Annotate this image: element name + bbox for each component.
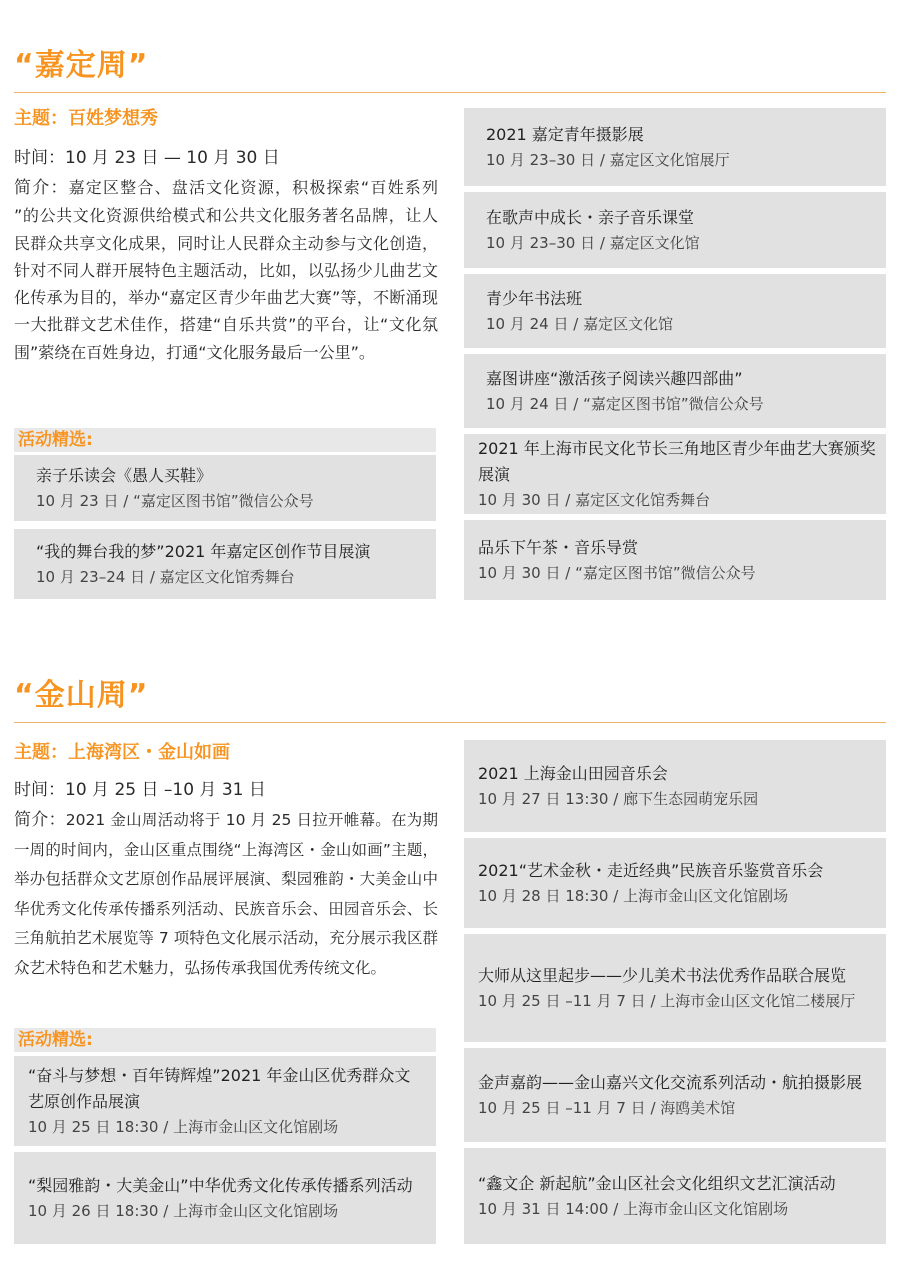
event-title: 在歌声中成长・亲子音乐课堂 [486,208,695,227]
event-card [464,274,886,348]
event-title: 青少年书法班 [486,289,583,308]
event-meta: 10 月 31 日 14:00 / 上海市金山区文化馆剧场 [478,1200,789,1218]
event-card [464,740,886,832]
event-title: “奋斗与梦想・百年铸辉煌”2021 年金山区优秀群众文艺原创作品展演 [28,1066,411,1111]
event-title: “鑫文企 新起航”金山区社会文化组织文艺汇演活动 [478,1174,836,1193]
event-card [14,455,436,521]
event-card [14,1152,436,1244]
section-title-jiading: “嘉定周” [14,48,149,83]
event-card [464,520,886,600]
intro-paragraph [14,174,438,366]
time-label: 时间： [14,148,65,168]
event-card [14,529,436,599]
theme-heading: 主题：百姓梦想秀 [14,108,158,129]
event-meta: 10 月 30 日 / “嘉定区图书馆”微信公众号 [478,564,756,582]
event-card [464,108,886,186]
event-meta: 10 月 23 日 / “嘉定区图书馆”微信公众号 [36,492,314,510]
event-title: 品乐下午茶・音乐导赏 [478,538,639,557]
time-value: 10 月 25 日 –10 月 31 日 [65,780,266,800]
event-meta: 10 月 25 日 –11 月 7 日 / 上海市金山区文化馆二楼展厅 [478,992,856,1010]
time-line [14,778,266,802]
intro-text: 嘉定区整合、盘活文化资源，积极探索“百姓系列 ”的公共文化资源供给模式和公共文化服务著名品牌，让人民群众共享文化成果，同时让人民群众主动参与文化创造，针对不同人群开展特色主题活动，比如，以弘扬少儿曲艺文化传承为目的，举办“嘉定区青少年曲艺大赛”等，不断涌现一大批群文艺术佳作，搭建“自乐共赏”的平台，让“文化氛围”萦绕在百姓身边，打通“文化服务最后一公里”。 [14,178,438,362]
event-title: 大师从这里起步——少儿美术书法优秀作品联合展览 [478,966,847,985]
section-title-jinshan: “金山周” [14,678,149,713]
section-divider [14,722,886,723]
event-title: 2021 上海金山田园音乐会 [478,764,668,783]
event-title: “我的舞台我的梦”2021 年嘉定区创作节目展演 [36,542,371,561]
event-meta: 10 月 25 日 –11 月 7 日 / 海鸥美术馆 [478,1099,736,1117]
event-card [464,934,886,1042]
event-meta: 10 月 23–30 日 / 嘉定区文化馆 [486,234,700,252]
event-meta: 10 月 24 日 / 嘉定区文化馆 [486,315,674,333]
event-meta: 10 月 26 日 18:30 / 上海市金山区文化馆剧场 [28,1202,339,1220]
event-title: 嘉图讲座“激活孩子阅读兴趣四部曲” [486,369,743,388]
event-title: 金声嘉韵——金山嘉兴文化交流系列活动・航拍摄影展 [478,1073,863,1092]
event-title: 亲子乐读会《愚人买鞋》 [36,466,213,485]
time-label: 时间： [14,780,65,800]
intro-label: 简介： [14,810,66,830]
event-card [464,354,886,428]
intro-text: 2021 金山周活动将于 10 月 25 日拉开帷幕。在为期一周的时间内，金山区重点围绕“上海湾区・金山如画”主题，举办包括群众文艺原创作品展评展演、梨园雅韵・大美金山中华优秀文化传承传播系列活动、民族音乐会、田园音乐会、长三角航拍艺术展览等 7 项特色文化展示活动，充分展示我区群众艺术特色和艺术魅力，弘扬传承我国优秀传统文化。 [14,811,439,977]
event-card [14,1056,436,1146]
event-title: 2021 年上海市民文化节长三角地区青少年曲艺大赛颁奖展演 [478,439,876,484]
event-meta: 10 月 27 日 13:30 / 廊下生态园萌宠乐园 [478,790,759,808]
theme-heading: 主题：上海湾区・金山如画 [14,742,230,763]
event-card [464,1148,886,1244]
event-meta: 10 月 23–30 日 / 嘉定区文化馆展厅 [486,151,730,169]
event-meta: 10 月 25 日 18:30 / 上海市金山区文化馆剧场 [28,1118,339,1136]
section-divider [14,92,886,93]
time-value: 10 月 23 日 — 10 月 30 日 [65,148,280,168]
event-meta: 10 月 23–24 日 / 嘉定区文化馆秀舞台 [36,568,295,586]
event-meta: 10 月 30 日 / 嘉定区文化馆秀舞台 [478,491,711,509]
event-card [464,838,886,928]
event-title: 2021 嘉定青年摄影展 [486,125,644,144]
event-card [464,192,886,268]
event-meta: 10 月 24 日 / “嘉定区图书馆”微信公众号 [486,395,764,413]
event-card [464,1048,886,1142]
time-line [14,146,280,170]
event-meta: 10 月 28 日 18:30 / 上海市金山区文化馆剧场 [478,887,789,905]
intro-paragraph [14,806,438,983]
picks-heading: 活动精选: [14,1028,436,1052]
event-card [464,434,886,514]
event-title: 2021“艺术金秋・走近经典”民族音乐鉴赏音乐会 [478,861,824,880]
intro-label: 简介： [14,178,69,198]
picks-heading: 活动精选: [14,428,436,452]
event-title: “梨园雅韵・大美金山”中华优秀文化传承传播系列活动 [28,1176,413,1195]
